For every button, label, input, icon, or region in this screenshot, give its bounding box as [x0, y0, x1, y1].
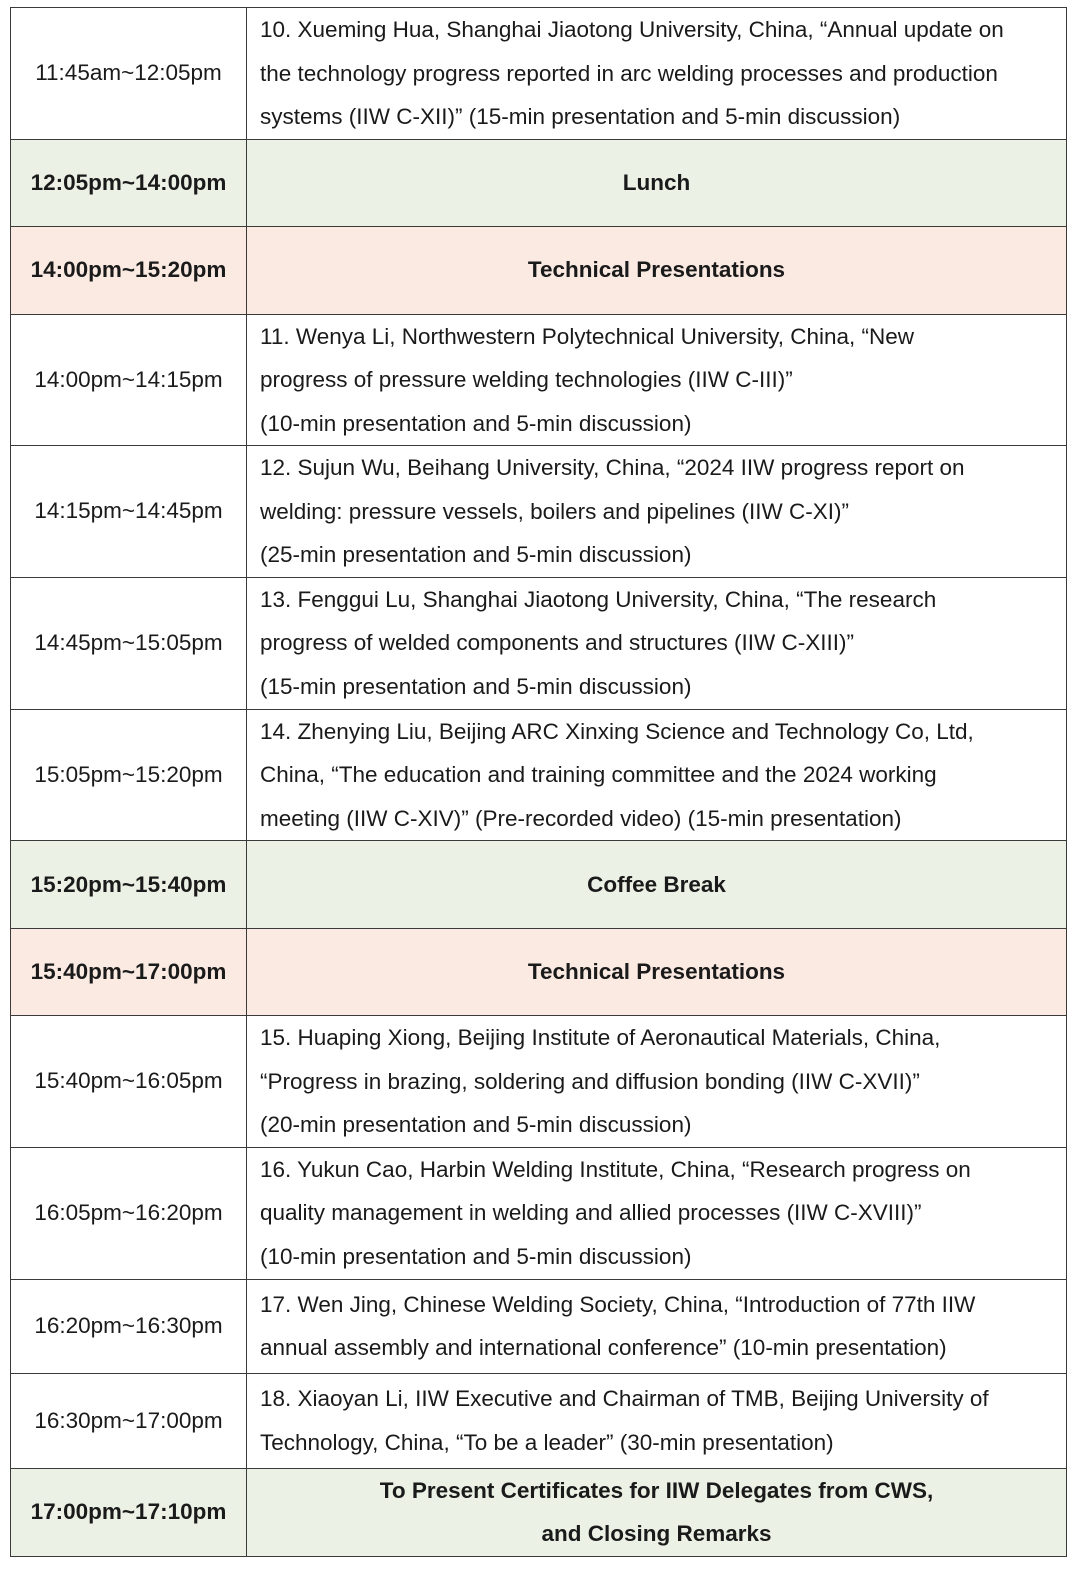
time-slot: 15:40pm~17:00pm [11, 929, 247, 1016]
time-slot: 16:30pm~17:00pm [11, 1373, 247, 1468]
text-line: Lunch [622, 169, 691, 195]
text-line: China, “The education and training committee and the 2024 working [260, 762, 937, 787]
break-row [11, 1468, 1067, 1556]
text-line: (20-min presentation and 5-min discussion) [260, 1112, 692, 1137]
text-line: 11. Wenya Li, Northwestern Polytechnical University, China, “New [260, 323, 915, 349]
presentation-description [247, 709, 1067, 841]
text-line: and Closing Remarks [541, 1521, 772, 1546]
schedule-table [10, 7, 1067, 1557]
text-line: 17. Wen Jing, Chinese Welding Society, China, “Introduction of 77th IIW [260, 1291, 976, 1317]
session-title [247, 1468, 1067, 1556]
schedule-row [11, 446, 1067, 578]
time-slot: 17:00pm~17:10pm [11, 1468, 247, 1556]
break-row [11, 139, 1067, 226]
text-line: the technology progress reported in arc welding processes and production [260, 60, 998, 86]
schedule-row [11, 1373, 1067, 1468]
text-line: (10-min presentation and 5-min discussion) [260, 410, 692, 436]
session-title [247, 139, 1067, 226]
session-header-row [11, 929, 1067, 1016]
text-line: “Progress in brazing, soldering and diffusion bonding (IIW C-XVII)” [260, 1068, 920, 1094]
text-line: Coffee Break [587, 871, 726, 897]
text-line: Technical Presentations [527, 257, 786, 283]
time-slot: 16:05pm~16:20pm [11, 1147, 247, 1279]
session-header-row [11, 226, 1067, 314]
time-slot: 16:20pm~16:30pm [11, 1279, 247, 1373]
time-slot: 12:05pm~14:00pm [11, 139, 247, 226]
text-line: quality management in welding and allied processes (IIW C-XVIII)” [260, 1200, 922, 1226]
text-line: 15. Huaping Xiong, Beijing Institute of Aeronautical Materials, China, [260, 1025, 941, 1050]
time-slot: 15:05pm~15:20pm [11, 709, 247, 841]
presentation-description [247, 1016, 1067, 1148]
schedule-row [11, 1279, 1067, 1373]
text-line: 16. Yukun Cao, Harbin Welding Institute, China, “Research progress on [260, 1156, 971, 1182]
text-line: systems (IIW C-XII)” (15-min presentation and 5-min discussion) [260, 104, 901, 129]
time-slot: 14:45pm~15:05pm [11, 577, 247, 709]
schedule-row [11, 577, 1067, 709]
break-row [11, 841, 1067, 929]
time-slot: 14:15pm~14:45pm [11, 446, 247, 578]
text-line: (15-min presentation and 5-min discussion) [260, 673, 692, 699]
presentation-description [247, 8, 1067, 140]
text-line: Technology, China, “To be a leader” (30-min presentation) [260, 1429, 834, 1455]
session-title [247, 929, 1067, 1016]
text-line: 12. Sujun Wu, Beihang University, China, “2024 IIW progress report on [260, 455, 965, 480]
schedule-body [11, 8, 1067, 1557]
time-slot: 15:40pm~16:05pm [11, 1016, 247, 1148]
text-line: 13. Fenggui Lu, Shanghai Jiaotong University, China, “The research [260, 586, 937, 612]
time-slot: 15:20pm~15:40pm [11, 841, 247, 929]
time-slot: 14:00pm~14:15pm [11, 314, 247, 446]
presentation-description [247, 1373, 1067, 1468]
presentation-description [247, 577, 1067, 709]
schedule-row [11, 709, 1067, 841]
presentation-description [247, 1279, 1067, 1373]
text-line: annual assembly and international conference” (10-min presentation) [260, 1335, 947, 1360]
session-title [247, 841, 1067, 929]
presentation-description [247, 1147, 1067, 1279]
schedule-row [11, 1147, 1067, 1279]
schedule-row [11, 8, 1067, 140]
text-line: (10-min presentation and 5-min discussion) [260, 1243, 692, 1269]
presentation-description [247, 446, 1067, 578]
schedule-row [11, 1016, 1067, 1148]
text-line: progress of pressure welding technologies (IIW C-III)” [260, 367, 793, 392]
text-line: 18. Xiaoyan Li, IIW Executive and Chairman of TMB, Beijing University of [260, 1386, 989, 1411]
text-line: To Present Certificates for IIW Delegates from CWS, [379, 1477, 934, 1503]
presentation-description [247, 314, 1067, 446]
text-line: progress of welded components and structures (IIW C-XIII)” [260, 630, 854, 656]
session-title [247, 226, 1067, 314]
time-slot: 14:00pm~15:20pm [11, 226, 247, 314]
text-line: meeting (IIW C-XIV)” (Pre-recorded video) (15-min presentation) [260, 805, 902, 831]
text-line: welding: pressure vessels, boilers and pipelines (IIW C-XI)” [260, 498, 849, 524]
text-line: 14. Zhenying Liu, Beijing ARC Xinxing Science and Technology Co, Ltd, [260, 718, 974, 744]
time-slot: 11:45am~12:05pm [11, 8, 247, 140]
text-line: Technical Presentations [527, 959, 786, 985]
text-line: (25-min presentation and 5-min discussion) [260, 542, 692, 567]
text-line: 10. Xueming Hua, Shanghai Jiaotong University, China, “Annual update on [260, 17, 1004, 42]
schedule-row [11, 314, 1067, 446]
